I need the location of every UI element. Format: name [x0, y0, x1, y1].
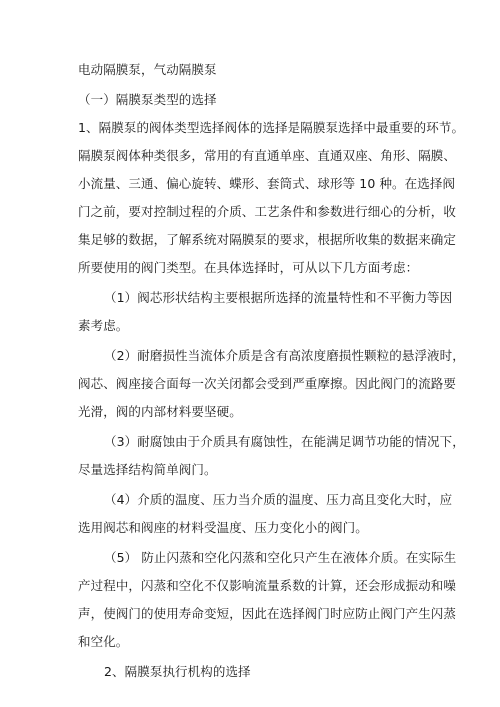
- list-item-1-line: （1）阀芯形状结构主要根据所选择的流量特性和不平衡力等因: [104, 290, 453, 305]
- list-item-2-line: 光滑，阀的内部材料要坚硬。: [78, 404, 242, 419]
- list-item-5-line: 声，使阀门的使用寿命变短，因此在选择阀门时应防止阀门产生闪蒸: [78, 606, 457, 621]
- paragraph-line: 集足够的数据，了解系统对隔膜泵的要求，根据所收集的数据来确定: [78, 232, 457, 247]
- section-heading-actuator-selection: 2、隔膜泵执行机构的选择: [104, 664, 251, 679]
- paragraph-line: 小流量、三通、偏心旋转、蝶形、套筒式、球形等 10 种。在选择阀: [78, 176, 456, 191]
- list-item-5-line: 产过程中，闪蒸和空化不仅影响流量系数的计算，还会形成振动和噪: [78, 578, 457, 593]
- list-item-5-line: 和空化。: [78, 634, 129, 649]
- paragraph-line: 门之前，要对控制过程的介质、工艺条件和参数进行细心的分析，收: [78, 204, 457, 219]
- paragraph-line: 1、隔膜泵的阀体类型选择阀体的选择是隔膜泵选择中最重要的环节。: [78, 120, 465, 135]
- section-heading-type-selection: （一）隔膜泵类型的选择: [78, 92, 217, 107]
- document-title: 电动隔膜泵，气动隔膜泵: [78, 62, 217, 77]
- list-item-4-line: 选用阀芯和阀座的材料受温度、压力变化小的阀门。: [78, 520, 368, 535]
- paragraph-line: 隔膜泵阀体种类很多，常用的有直通单座、直通双座、角形、隔膜、: [78, 148, 457, 163]
- list-item-2-line: （2）耐磨损性当流体介质是含有高浓度磨损性颗粒的悬浮液时，: [104, 348, 465, 363]
- list-item-2-line: 阀芯、阀座接合面每一次关闭都会受到严重摩擦。因此阀门的流路要: [78, 376, 457, 391]
- list-item-3-line: （3）耐腐蚀由于介质具有腐蚀性，在能满足调节功能的情况下，: [104, 434, 465, 449]
- paragraph-line: 所要使用的阀门类型。在具体选择时，可从以下几方面考虑：: [78, 260, 419, 275]
- list-item-3-line: 尽量选择结构简单阀门。: [78, 462, 217, 477]
- list-item-4-line: （4）介质的温度、压力当介质的温度、压力高且变化大时，应: [104, 492, 453, 507]
- list-item-5-line: （5） 防止闪蒸和空化闪蒸和空化只产生在液体介质。在实际生: [104, 550, 457, 565]
- list-item-1-line: 素考虑。: [78, 318, 129, 333]
